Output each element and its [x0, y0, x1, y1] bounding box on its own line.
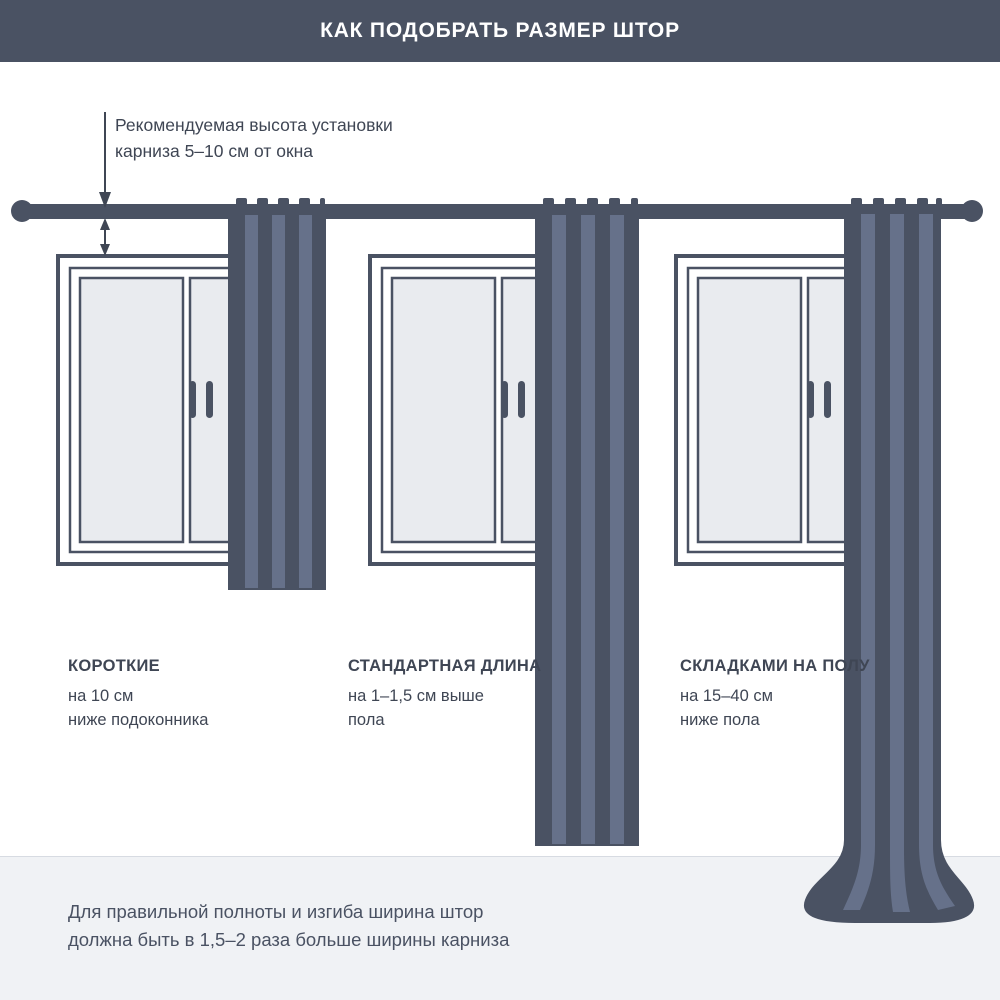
- variant-sub-standard-line1: на 1–1,5 см выше: [348, 687, 484, 705]
- variant-caption-short: [68, 655, 298, 732]
- variant-title-standard: СТАНДАРТНАЯ ДЛИНА: [348, 657, 542, 675]
- footer-note-line2: должна быть в 1,5–2 раза больше ширины карниза: [68, 929, 510, 950]
- curtain-rod-icon: [11, 200, 983, 222]
- variant-caption-standard: [348, 655, 548, 732]
- variant-title-short: КОРОТКИЕ: [68, 657, 160, 675]
- variant-sub-short-line1: на 10 см: [68, 687, 134, 705]
- curtain-icon-standard: [536, 198, 638, 845]
- variant-sub-short-line2: ниже подоконника: [68, 711, 209, 729]
- rod-height-annotation-line1: Рекомендуемая высота установки: [115, 115, 393, 135]
- annotation-leader-line: [99, 112, 111, 208]
- footer-note-line1: Для правильной полноты и изгиба ширина штор: [68, 901, 484, 922]
- variant-sub-puddled-line2: ниже пола: [680, 711, 760, 729]
- variant-sub-standard: [348, 684, 548, 732]
- curtain-icon-short: [229, 198, 325, 589]
- variant-sub-standard-line2: пола: [348, 711, 385, 729]
- variant-sub-puddled-line1: на 15–40 см: [680, 687, 773, 705]
- rod-height-annotation-line2: карниза 5–10 см от окна: [115, 141, 314, 161]
- variant-title-puddled: СКЛАДКАМИ НА ПОЛУ: [680, 657, 870, 675]
- variant-sub-short: [68, 684, 298, 732]
- variant-sub-puddled: [680, 684, 880, 732]
- page-title: КАК ПОДОБРАТЬ РАЗМЕР ШТОР: [320, 19, 680, 42]
- down-up-arrow-icon: [100, 218, 110, 256]
- variant-caption-puddled: [680, 655, 880, 732]
